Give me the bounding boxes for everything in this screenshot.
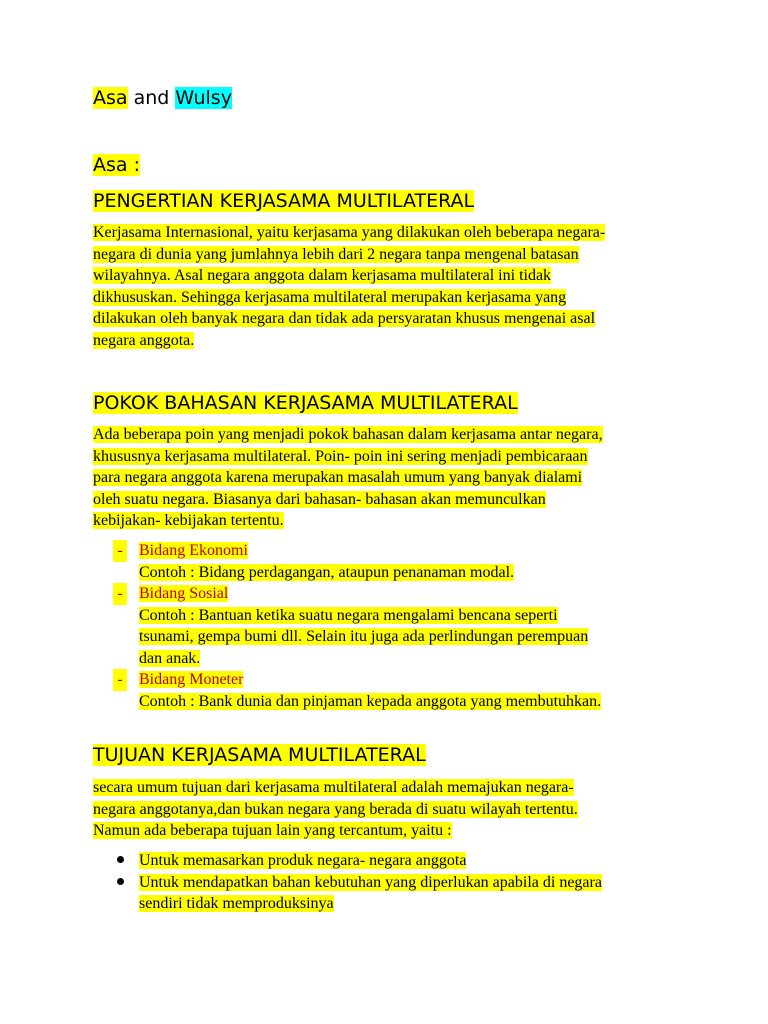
asa-section-label: Asa :: [93, 154, 140, 176]
author-asa: Asa: [93, 87, 128, 109]
heading-pengertian: PENGERTIAN KERJASAMA MULTILATERAL: [93, 190, 475, 212]
item-example-line: dan anak.: [139, 649, 201, 667]
dash-marker: -: [113, 540, 127, 562]
authors-connector: and: [127, 87, 176, 109]
bullet-text-line: Untuk mendapatkan bahan kebutuhan yang diperlukan apabila di negara: [139, 873, 602, 891]
paragraph-line: Namun ada beberapa tujuan lain yang tercantum, yaitu :: [93, 822, 452, 839]
item-example-line: Contoh : Bidang perdagangan, ataupun penanaman modal.: [139, 563, 515, 581]
authors-line: [93, 86, 232, 110]
item-title: Bidang Ekonomi: [139, 542, 248, 559]
author-wulsy: Wulsy: [175, 87, 232, 109]
item-example-line: tsunami, gempa bumi dll. Selain itu juga ada perlindungan perempuan: [139, 628, 589, 645]
paragraph-line: wilayahnya. Asal negara anggota dalam kerjasama multilateral ini tidak: [93, 267, 552, 284]
bullet-dot-icon: [113, 872, 127, 894]
item-example-line: Contoh : Bantuan ketika suatu negara mengalami bencana seperti: [139, 606, 558, 624]
dash-marker: -: [113, 669, 127, 691]
paragraph-line: para negara anggota karena merupakan masalah umum yang banyak dialami: [93, 469, 583, 486]
paragraph-line: Kerjasama Internasional, yaitu kerjasama yang dilakukan oleh beberapa negara-: [93, 224, 606, 241]
bullet-text-line: sendiri tidak memproduksinya: [139, 895, 334, 912]
paragraph-line: kebijakan- kebijakan tertentu.: [93, 512, 284, 529]
list-item: [93, 850, 683, 872]
paragraph-line: khususnya kerjasama multilateral. Poin- poin ini sering menjadi pembicaraan: [93, 447, 588, 465]
paragraph-line: secara umum tujuan dari kerjasama multilateral adalah memajukan negara-: [93, 779, 574, 796]
paragraph-line: oleh suatu negara. Biasanya dari bahasan- bahasan akan memunculkan: [93, 490, 546, 508]
heading-tujuan: TUJUAN KERJASAMA MULTILATERAL: [93, 744, 426, 766]
paragraph-line: negara anggota.: [93, 331, 195, 349]
paragraph-pengertian: [93, 222, 683, 351]
list-item: [93, 583, 683, 669]
item-example-line: Contoh : Bank dunia dan pinjaman kepada anggota yang membutuhkan.: [139, 692, 602, 710]
paragraph-line: negara di dunia yang jumlahnya lebih dari 2 negara tanpa mengenal batasan: [93, 245, 579, 263]
paragraph-tujuan: [93, 777, 683, 842]
item-title: Bidang Moneter: [139, 671, 244, 688]
list-item: [93, 540, 683, 583]
paragraph-line: Ada beberapa poin yang menjadi pokok bahasan dalam kerjasama antar negara,: [93, 426, 603, 443]
paragraph-line: negara anggotanya,dan bukan negara yang berada di suatu wilayah tertentu.: [93, 800, 578, 818]
bullet-text-line: Untuk memasarkan produk negara- negara anggota: [139, 852, 467, 869]
dash-marker: -: [113, 583, 127, 605]
bidang-list: [93, 540, 683, 712]
list-item: [93, 669, 683, 712]
paragraph-pokok-bahasan: [93, 424, 683, 532]
bullet-dot-icon: [113, 850, 127, 872]
paragraph-line: dikhususkan. Sehingga kerjasama multilateral merupakan kerjasama yang: [93, 288, 567, 306]
heading-pokok-bahasan: POKOK BAHASAN KERJASAMA MULTILATERAL: [93, 392, 518, 414]
tujuan-list: [93, 850, 683, 915]
list-item: [93, 872, 683, 915]
item-title: Bidang Sosial: [139, 585, 229, 602]
paragraph-line: dilakukan oleh banyak negara dan tidak ada persyaratan khusus mengenai asal: [93, 310, 596, 327]
